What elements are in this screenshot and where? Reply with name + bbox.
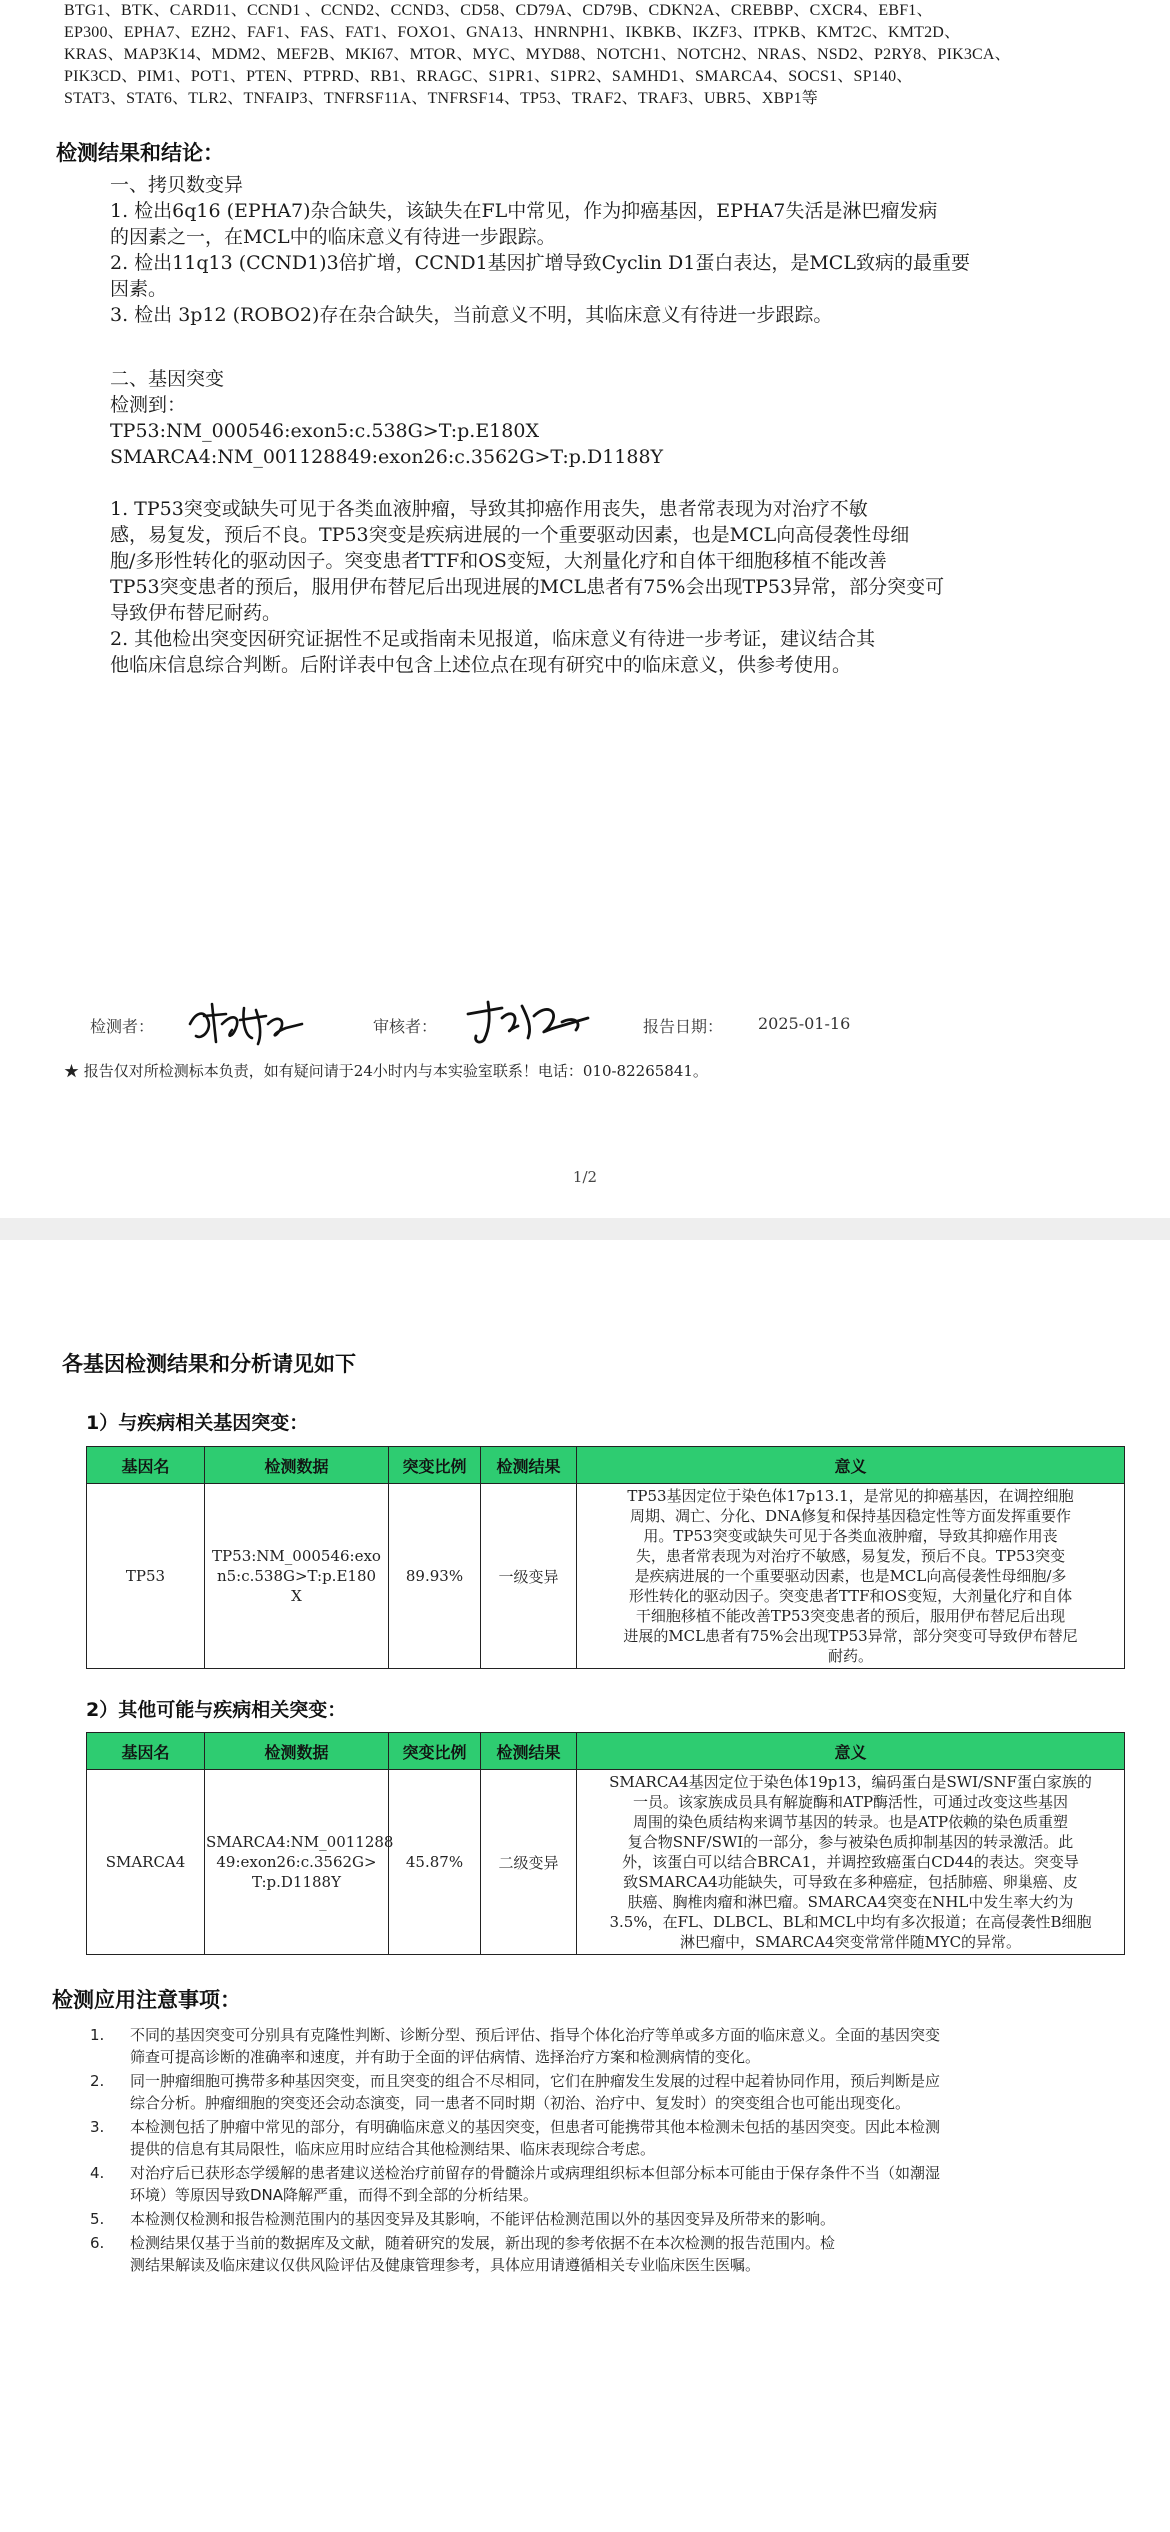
- gene-list-line: KRAS、MAP3K14、MDM2、MEF2B、MKI67、MTOR、MYC、MYD88、NOTCH1、NOTCH2、NRAS、NSD2、P2RY8、PIK3CA、: [64, 46, 1011, 63]
- mutation-section: [110, 366, 944, 678]
- report-page-1: [0, 0, 1170, 1218]
- list-item: 2. 同一肿瘤细胞可携带多种基因突变，而且突变的组合不尽相同，它们在肿瘤发生发展的过程中起着协同作用，预后判断是应 综合分析。肿瘤细胞的突变还会动态演变，同一患者不同时期（初治、治疗中、复发时）的突变组合也可能出现变化。: [90, 2072, 941, 2112]
- cnv-section: [110, 172, 970, 328]
- meaning-text: SMARCA4基因定位于染色体19p13，编码蛋白是SWI/SNF蛋白家族的 一员。该家族成员具有解旋酶和ATP酶活性，可通过改变这些基因 周围的染色质结构来调节基因的转录。也是ATP依赖的染色质重塑 复合物SNF/SWI的一部分，参与被染色质抑制基因的转录激活。此 外，该蛋白可以结合BRCA1，并调控致癌蛋白CD44的表达。突变导 致SMARCA4功能缺失，可导致在多种癌症，包括肺癌、卵巢癌、皮 肤癌、胸椎肉瘤和淋巴瘤。SMARCA4突变在NHL中发生率大约为 3.5%，在FL、DLBCL、BL和MCL中均有多次报道；在高侵袭性B细胞 淋巴瘤中，SMARCA4突变常常伴随MYC的异常。: [577, 1770, 1125, 1955]
- mutation-line: 胞/多形性转化的驱动因子。突变患者TTF和OS变短，大剂量化疗和自体干细胞移植不能改善: [110, 550, 887, 572]
- header-gene: 基因名: [87, 1733, 205, 1770]
- gene-name: TP53: [87, 1484, 205, 1669]
- meaning-text: TP53基因定位于染色体17p13.1，是常见的抑癌基因，在调控细胞 周期、凋亡、分化、DNA修复和保持基因稳定性等方面发挥重要作 用。TP53突变或缺失可见于各类血液肿瘤，导致其抑癌作用丧 失，患者常表现为对治疗不敏感，易复发，预后不良。TP53突变 是疾病进展的一个重要驱动因素，也是MCL向高侵袭性母细胞/多 形性转化的驱动因子。突变患者TTF和OS变短，大剂量化疗和自体 干细胞移植不能改善TP53突变患者的预后，服用伊布替尼后出现 进展的MCL患者有75%会出现TP53异常，部分突变可导致伊布替尼 耐药。: [577, 1484, 1125, 1669]
- variant-line: TP53:NM_000546:exon5:c.538G>T:p.E180X: [110, 420, 539, 442]
- detection-result: 二级变异: [481, 1770, 577, 1955]
- disease-mutation-table: [86, 1446, 1125, 1669]
- header-gene: 基因名: [87, 1447, 205, 1484]
- mutation-line: 2. 其他检出突变因研究证据性不足或指南未见报道，临床意义有待进一步考证，建议结合其: [110, 628, 876, 650]
- mutation-line: 导致伊布替尼耐药。: [110, 602, 282, 624]
- reviewer-label: 审核者：: [373, 1017, 438, 1036]
- gene-name: SMARCA4: [87, 1770, 205, 1955]
- header-ratio: 突变比例: [389, 1447, 481, 1484]
- variant-line: SMARCA4:NM_001128849:exon26:c.3562G>T:p.D1188Y: [110, 446, 664, 468]
- cnv-line: 2. 检出11q13 (CCND1)3倍扩增，CCND1基因扩增导致Cyclin D1蛋白表达，是MCL致病的最重要: [110, 252, 970, 274]
- table-row: [87, 1770, 1125, 1955]
- list-item: 5. 本检测仅检测和报告检测范围内的基因变异及其影响，不能评估检测范围以外的基因变异及所带来的影响。: [90, 2210, 836, 2228]
- page-number: 1/2: [572, 1168, 598, 1186]
- section1-title: 1）与疾病相关基因突变：: [86, 1412, 309, 1434]
- cnv-line: 因素。: [110, 278, 168, 300]
- cnv-heading: 一、拷贝数变异: [110, 174, 244, 196]
- header-meaning: 意义: [577, 1733, 1125, 1770]
- tester-label: 检测者：: [90, 1017, 155, 1036]
- list-item: 6. 检测结果仅基于当前的数据库及文献，随着研究的发展，新出现的参考依据不在本次检测的报告范围内。检 测结果解读及临床建议仅供风险评估及健康管理参考，具体应用请遵循相关专业临床医生医嘱。: [90, 2234, 836, 2274]
- gene-list-line: PIK3CD、PIM1、POT1、PTEN、PTPRD、RB1、RRAGC、S1PR1、S1PR2、SAMHD1、SMARCA4、SOCS1、SP140、: [64, 68, 913, 85]
- detection-data: TP53:NM_000546:exo n5:c.538G>T:p.E180 X: [205, 1484, 389, 1669]
- detail-title: 各基因检测结果和分析请见如下: [62, 1352, 356, 1376]
- mutation-line: 他临床信息综合判断。后附详表中包含上述位点在现有研究中的临床意义，供参考使用。: [110, 654, 852, 676]
- detection-data: SMARCA4:NM_0011288 49:exon26:c.3562G> T:p.D1188Y: [205, 1770, 389, 1955]
- report-date-value: 2025-01-16: [758, 1014, 851, 1033]
- mutation-line: 1. TP53突变或缺失可见于各类血液肿瘤，导致其抑癌作用丧失，患者常表现为对治疗不敏: [110, 498, 868, 520]
- header-result: 检测结果: [481, 1447, 577, 1484]
- list-item: 4. 对治疗后已获形态学缓解的患者建议送检治疗前留存的骨髓涂片或病理组织标本但部分标本可能由于保存条件不当（如潮湿 环境）等原因导致DNA降解严重，而得不到全部的分析结果。: [90, 2164, 941, 2204]
- gene-list-line: BTG1、BTK、CARD11、CCND1 、CCND2、CCND3、CD58、CD79A、CD79B、CDKN2A、CREBBP、CXCR4、EBF1、: [64, 2, 933, 19]
- section2-title: 2）其他可能与疾病相关突变：: [86, 1699, 347, 1721]
- header-data: 检测数据: [205, 1447, 389, 1484]
- header-result: 检测结果: [481, 1733, 577, 1770]
- list-item: 3. 本检测包括了肿瘤中常见的部分，有明确临床意义的基因突变，但患者可能携带其他本检测未包括的基因突变。因此本检测 提供的信息有其局限性，临床应用时应结合其他检测结果、临床表现综合考虑。: [90, 2118, 941, 2158]
- disclaimer-note: ★ 报告仅对所检测标本负责，如有疑问请于24小时内与本实验室联系！电话：010-82265841。: [64, 1062, 708, 1080]
- detected-label: 检测到：: [110, 394, 187, 416]
- table-header-row: [87, 1447, 1125, 1484]
- header-meaning: 意义: [577, 1447, 1125, 1484]
- header-data: 检测数据: [205, 1733, 389, 1770]
- mutation-line: TP53突变患者的预后，服用伊布替尼后出现进展的MCL患者有75%会出现TP53异常，部分突变可: [110, 576, 945, 598]
- usage-notes-list: [90, 2024, 1120, 2278]
- header-ratio: 突变比例: [389, 1733, 481, 1770]
- signature-row: [90, 1000, 1090, 1060]
- tester-signature: [182, 994, 322, 1054]
- reviewer-signature: [462, 992, 612, 1052]
- notes-title: 检测应用注意事项：: [52, 1988, 241, 2012]
- report-page-2: [0, 1240, 1170, 2532]
- cnv-line: 1. 检出6q16 (EPHA7)杂合缺失，该缺失在FL中常见，作为抑癌基因，EPHA7失活是淋巴瘤发病: [110, 200, 938, 222]
- gene-list-line: EP300、EPHA7、EZH2、FAF1、FAS、FAT1、FOXO1、GNA13、HNRNPH1、IKBKB、IKZF3、ITPKB、KMT2C、KMT2D、: [64, 24, 961, 41]
- mutation-ratio: 45.87%: [389, 1770, 481, 1955]
- report-date-label: 报告日期：: [643, 1017, 724, 1036]
- gene-panel-list: [64, 0, 1114, 110]
- list-item: 1. 不同的基因突变可分别具有克隆性判断、诊断分型、预后评估、指导个体化治疗等单或多方面的临床意义。全面的基因突变 筛查可提高诊断的准确率和速度，并有助于全面的评估病情、选择治疗方案和检测病情的变化。: [90, 2026, 941, 2066]
- mutation-heading: 二、基因突变: [110, 368, 225, 390]
- gene-list-line: STAT3、STAT6、TLR2、TNFAIP3、TNFRSF11A、TNFRSF14、TP53、TRAF2、TRAF3、UBR5、XBP1等: [64, 90, 818, 107]
- other-mutation-table: [86, 1732, 1125, 1955]
- results-conclusion-title: 检测结果和结论：: [56, 141, 224, 165]
- table-header-row: [87, 1733, 1125, 1770]
- mutation-ratio: 89.93%: [389, 1484, 481, 1669]
- cnv-line: 的因素之一，在MCL中的临床意义有待进一步跟踪。: [110, 226, 556, 248]
- mutation-line: 感，易复发，预后不良。TP53突变是疾病进展的一个重要驱动因素，也是MCL向高侵袭性母细: [110, 524, 910, 546]
- detection-result: 一级变异: [481, 1484, 577, 1669]
- table-row: [87, 1484, 1125, 1669]
- cnv-line: 3. 检出 3p12 (ROBO2)存在杂合缺失，当前意义不明，其临床意义有待进一步跟踪。: [110, 304, 833, 326]
